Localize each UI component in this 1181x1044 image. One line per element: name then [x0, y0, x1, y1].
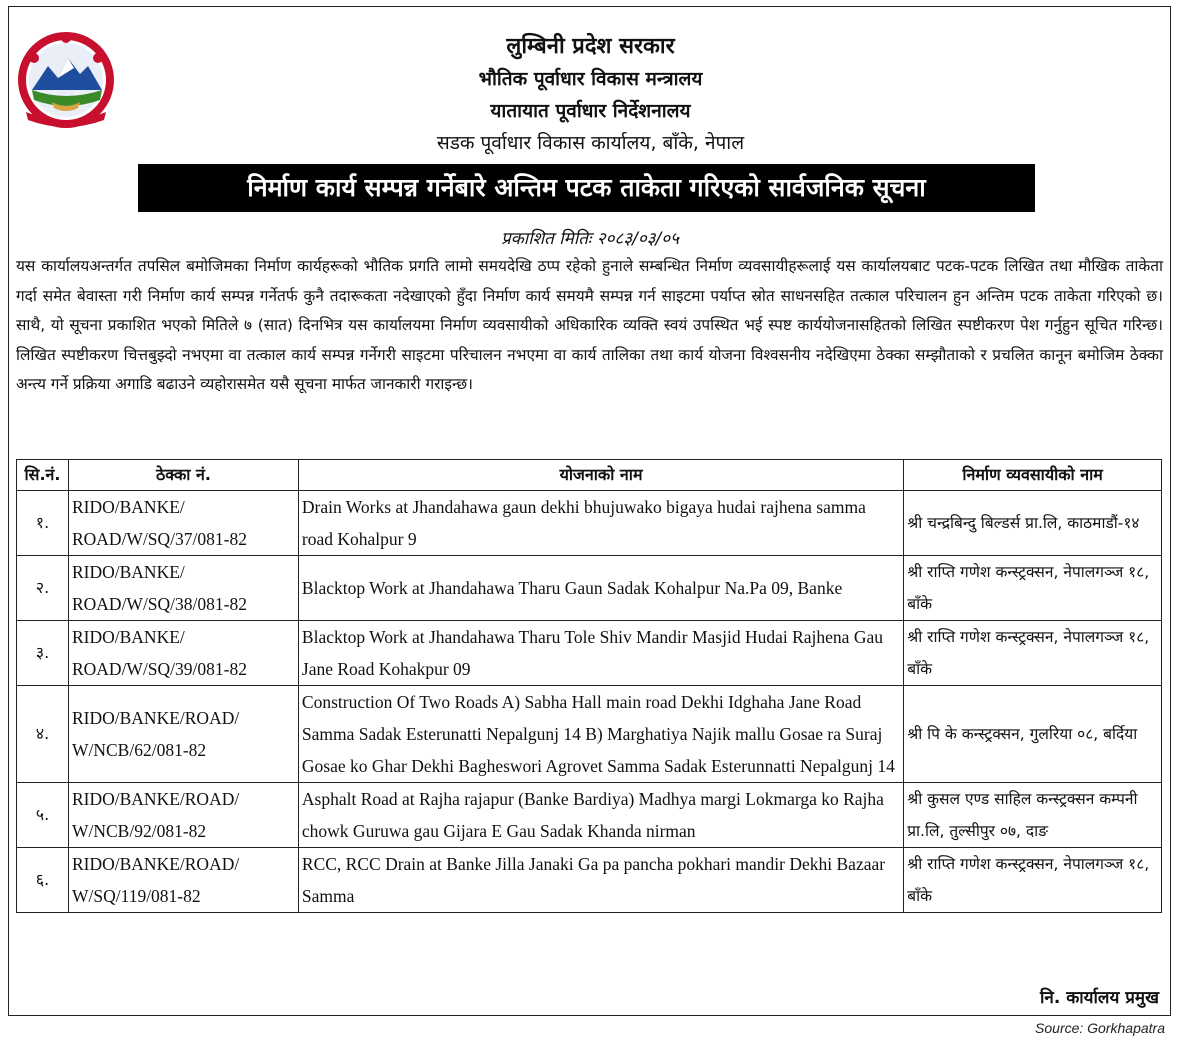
row-sn: २. — [17, 556, 69, 621]
directorate-name: यातायात पूर्वाधार निर्देशनालय — [490, 100, 691, 122]
col-header-contractor: निर्माण व्यवसायीको नाम — [904, 460, 1162, 491]
office-name: सडक पूर्वाधार विकास कार्यालय, बाँके, नेपाल — [436, 132, 745, 154]
table-row — [17, 491, 1162, 556]
row-contract: RIDO/BANKE/ROAD/ W/NCB/62/081-82 — [68, 686, 298, 783]
row-sn: ६. — [17, 848, 69, 913]
table-row — [17, 621, 1162, 686]
source-credit: Source: Gorkhapatra — [1035, 1020, 1165, 1036]
row-contract: RIDO/BANKE/ ROAD/W/SQ/37/081-82 — [68, 491, 298, 556]
nepal-emblem-icon — [14, 28, 118, 132]
row-contract: RIDO/BANKE/ROAD/ W/NCB/92/081-82 — [68, 783, 298, 848]
col-header-contract: ठेक्का नं. — [68, 460, 298, 491]
gov-name: लुम्बिनी प्रदेश सरकार — [506, 34, 675, 59]
row-sn: १. — [17, 491, 69, 556]
col-header-sn: सि.नं. — [17, 460, 69, 491]
col-header-project: योजनाको नाम — [298, 460, 903, 491]
table-row — [17, 783, 1162, 848]
row-sn: ५. — [17, 783, 69, 848]
row-project: Asphalt Road at Rajha rajapur (Banke Bardiya) Madhya margi Lokmarga ko Rajha chowk Guruwa gau Gijara E Gau Sadak Khanda nirman — [298, 783, 903, 848]
row-contractor: श्री राप्ति गणेश कन्स्ट्रक्सन, नेपालगञ्ज १८, बाँके — [904, 621, 1162, 686]
table-row — [17, 556, 1162, 621]
row-contract: RIDO/BANKE/ ROAD/W/SQ/38/081-82 — [68, 556, 298, 621]
table-row — [17, 848, 1162, 913]
row-project: Drain Works at Jhandahawa gaun dekhi bhujuwako bigaya hudai rajhena samma road Kohalpur 9 — [298, 491, 903, 556]
row-contract: RIDO/BANKE/ROAD/ W/SQ/119/081-82 — [68, 848, 298, 913]
ministry-name: भौतिक पूर्वाधार विकास मन्त्रालय — [478, 68, 703, 90]
row-sn: ४. — [17, 686, 69, 783]
row-contractor: श्री राप्ति गणेश कन्स्ट्रक्सन, नेपालगञ्ज १८, बाँके — [904, 556, 1162, 621]
row-project: Blacktop Work at Jhandahawa Tharu Gaun Sadak Kohalpur Na.Pa 09, Banke — [298, 556, 903, 621]
row-contractor: श्री कुसल एण्ड साहिल कन्स्ट्रक्सन कम्पनी प्रा.लि, तुल्सीपुर ०७, दाङ — [904, 783, 1162, 848]
published-date: प्रकाशित मितिः २०८३/०३/०५ — [501, 229, 679, 249]
row-contractor: श्री चन्द्रबिन्दु बिल्डर्स प्रा.लि, काठमाडौं-१४ — [904, 491, 1162, 556]
row-project: Blacktop Work at Jhandahawa Tharu Tole Shiv Mandir Masjid Hudai Rajhena Gau Jane Road Kohakpur 09 — [298, 621, 903, 686]
contracts-table — [16, 459, 1162, 913]
row-contractor: श्री राप्ति गणेश कन्स्ट्रक्सन, नेपालगञ्ज १८, बाँके — [904, 848, 1162, 913]
row-sn: ३. — [17, 621, 69, 686]
row-project: Construction Of Two Roads A) Sabha Hall main road Dekhi Idghaha Jane Road Samma Sadak Esterunatti Nepalgunj 14 B) Marghatiya Najik mallu Gosae ra Suraj Gosae ko Ghar Dekhi Bagheswori Agrovet Samma Sadak Esterunnatti Nepalgunj 14 — [298, 686, 903, 783]
notice-title: निर्माण कार्य सम्पन्न गर्नेबारे अन्तिम पटक ताकेता गरिएको सार्वजनिक सूचना — [138, 164, 1035, 212]
table-row — [17, 686, 1162, 783]
signature-title: नि. कार्यालय प्रमुख — [1040, 988, 1159, 1008]
row-contract: RIDO/BANKE/ ROAD/W/SQ/39/081-82 — [68, 621, 298, 686]
notice-body: यस कार्यालयअन्तर्गत तपसिल बमोजिमका निर्माण कार्यहरूको भौतिक प्रगति लामो समयदेखि ठप्प रहेको हुनाले सम्बन्धित निर्माण व्यवसायीहरूलाई यस कार्यालयबाट पटक-पटक लिखित तथा मौखिक ताकेता गर्दा समेत बेवास्ता गरी निर्माण कार्य सम्पन्न गर्नेतर्फ कुनै तदारूकता नदेखाएको हुँदा निर्माण कार्य समयमै सम्पन्न गर्न साइटमा पर्याप्त स्रोत साधनसहित तत्काल परिचालन हुन अन्तिम पटक ताकेता गरिएको छ। साथै, यो सूचना प्रकाशित भएको मितिले ७ (सात) दिनभित्र यस कार्यालयमा निर्माण व्यवसायीको अधिकारिक व्यक्ति स्वयं उपस्थित भई स्पष्ट कार्ययोजनासहितको लिखित स्पष्टीकरण पेश गर्नुहुन सूचित गरिन्छ। लिखित स्पष्टीकरण चित्तबुझ्दो नभएमा वा तत्काल कार्य सम्पन्न गर्नेगरी साइटमा परिचालन नभएमा वा कार्य तालिका तथा कार्य योजना विश्वसनीय नदेखिएमा ठेक्का सम्झौताको र प्रचलित कानून बमोजिम ठेक्का अन्त्य गर्ने प्रक्रिया अगाडि बढाउने व्यहोरासमेत यसै सूचना मार्फत जानकारी गराइन्छ। — [16, 257, 1163, 393]
row-contractor: श्री पि के कन्स्ट्रक्सन, गुलरिया ०८, बर्दिया — [904, 686, 1162, 783]
table-header-row — [17, 460, 1162, 491]
row-project: RCC, RCC Drain at Banke Jilla Janaki Ga pa pancha pokhari mandir Dekhi Bazaar Samma — [298, 848, 903, 913]
